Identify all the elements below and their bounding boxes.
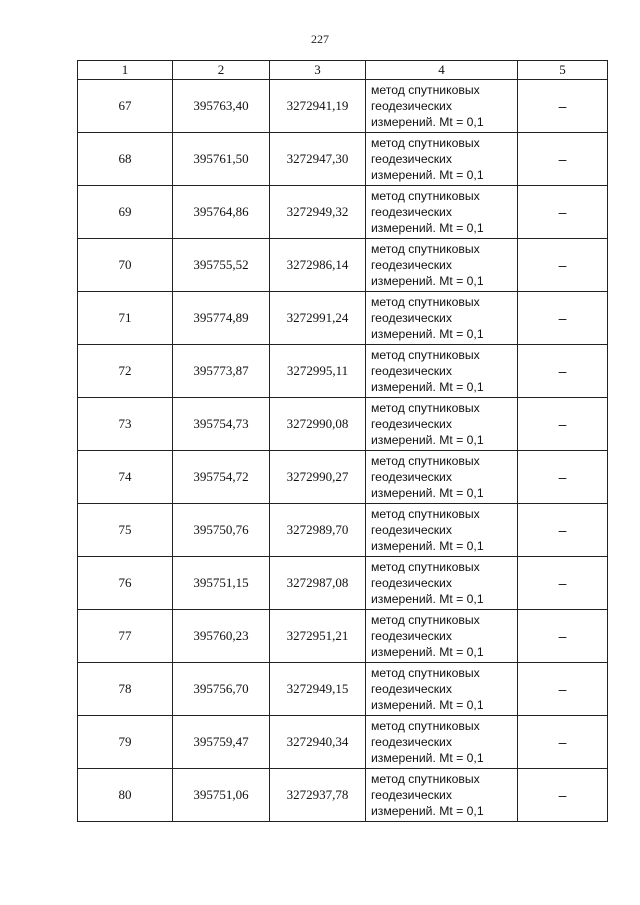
method-text-line: измерений. Mt = 0,1 <box>371 486 484 500</box>
y-coordinate-cell: 3272937,78 <box>270 769 366 822</box>
method-text-line: измерений. Mt = 0,1 <box>371 751 484 765</box>
y-coordinate-cell: 3272941,19 <box>270 80 366 133</box>
method-text-line: измерений. Mt = 0,1 <box>371 380 484 394</box>
x-coordinate-cell: 395756,70 <box>173 663 270 716</box>
table-row <box>78 398 608 451</box>
point-number-cell: 79 <box>78 716 173 769</box>
method-cell <box>366 186 518 239</box>
method-text-line: геодезических <box>371 788 452 802</box>
point-number-cell: 72 <box>78 345 173 398</box>
x-coordinate-cell: 395764,86 <box>173 186 270 239</box>
y-coordinate-cell: 3272990,08 <box>270 398 366 451</box>
point-number-cell: 67 <box>78 80 173 133</box>
method-text-line: метод спутниковых <box>371 242 480 256</box>
method-text-line: метод спутниковых <box>371 83 480 97</box>
coordinates-table <box>77 60 608 822</box>
method-text-line: измерений. Mt = 0,1 <box>371 168 484 182</box>
method-cell <box>366 769 518 822</box>
table-row <box>78 716 608 769</box>
x-coordinate-cell: 395755,52 <box>173 239 270 292</box>
x-coordinate-cell: 395763,40 <box>173 80 270 133</box>
point-number-cell: 75 <box>78 504 173 557</box>
note-cell: – <box>518 610 608 663</box>
y-coordinate-cell: 3272986,14 <box>270 239 366 292</box>
point-number-cell: 78 <box>78 663 173 716</box>
x-coordinate-cell: 395751,15 <box>173 557 270 610</box>
method-cell <box>366 292 518 345</box>
table-row <box>78 557 608 610</box>
method-text-line: геодезических <box>371 205 452 219</box>
method-cell <box>366 610 518 663</box>
column-header: 4 <box>366 61 518 80</box>
x-coordinate-cell: 395759,47 <box>173 716 270 769</box>
method-cell <box>366 239 518 292</box>
note-cell: – <box>518 769 608 822</box>
page-number: 227 <box>311 32 329 46</box>
method-text-line: измерений. Mt = 0,1 <box>371 698 484 712</box>
method-text-line: метод спутниковых <box>371 560 480 574</box>
method-text-line: геодезических <box>371 629 452 643</box>
method-cell <box>366 133 518 186</box>
method-cell <box>366 451 518 504</box>
y-coordinate-cell: 3272951,21 <box>270 610 366 663</box>
method-text-line: метод спутниковых <box>371 454 480 468</box>
table-row <box>78 663 608 716</box>
x-coordinate-cell: 395773,87 <box>173 345 270 398</box>
method-text-line: геодезических <box>371 470 452 484</box>
method-text-line: измерений. Mt = 0,1 <box>371 274 484 288</box>
x-coordinate-cell: 395751,06 <box>173 769 270 822</box>
point-number-cell: 77 <box>78 610 173 663</box>
y-coordinate-cell: 3272949,15 <box>270 663 366 716</box>
note-cell: – <box>518 186 608 239</box>
point-number-cell: 71 <box>78 292 173 345</box>
note-cell: – <box>518 133 608 186</box>
method-text-line: метод спутниковых <box>371 348 480 362</box>
method-text-line: измерений. Mt = 0,1 <box>371 804 484 818</box>
note-cell: – <box>518 292 608 345</box>
method-text-line: метод спутниковых <box>371 613 480 627</box>
method-text-line: метод спутниковых <box>371 295 480 309</box>
y-coordinate-cell: 3272987,08 <box>270 557 366 610</box>
point-number-cell: 76 <box>78 557 173 610</box>
method-text-line: геодезических <box>371 682 452 696</box>
method-cell <box>366 663 518 716</box>
table-row <box>78 292 608 345</box>
method-text-line: метод спутниковых <box>371 772 480 786</box>
note-cell: – <box>518 239 608 292</box>
method-text-line: измерений. Mt = 0,1 <box>371 327 484 341</box>
table-row <box>78 451 608 504</box>
x-coordinate-cell: 395774,89 <box>173 292 270 345</box>
y-coordinate-cell: 3272991,24 <box>270 292 366 345</box>
method-text-line: метод спутниковых <box>371 136 480 150</box>
table-header-row <box>78 61 608 80</box>
method-text-line: измерений. Mt = 0,1 <box>371 433 484 447</box>
y-coordinate-cell: 3272990,27 <box>270 451 366 504</box>
method-cell <box>366 80 518 133</box>
method-text-line: измерений. Mt = 0,1 <box>371 539 484 553</box>
note-cell: – <box>518 716 608 769</box>
point-number-cell: 69 <box>78 186 173 239</box>
method-text-line: метод спутниковых <box>371 666 480 680</box>
method-text-line: геодезических <box>371 99 452 113</box>
table-row <box>78 345 608 398</box>
method-text-line: метод спутниковых <box>371 719 480 733</box>
method-cell <box>366 557 518 610</box>
table-row <box>78 239 608 292</box>
x-coordinate-cell: 395754,73 <box>173 398 270 451</box>
point-number-cell: 73 <box>78 398 173 451</box>
method-text-line: геодезических <box>371 735 452 749</box>
y-coordinate-cell: 3272940,34 <box>270 716 366 769</box>
note-cell: – <box>518 345 608 398</box>
point-number-cell: 68 <box>78 133 173 186</box>
note-cell: – <box>518 451 608 504</box>
method-cell <box>366 504 518 557</box>
point-number-cell: 70 <box>78 239 173 292</box>
x-coordinate-cell: 395750,76 <box>173 504 270 557</box>
method-text-line: геодезических <box>371 576 452 590</box>
column-header: 3 <box>270 61 366 80</box>
method-text-line: геодезических <box>371 258 452 272</box>
x-coordinate-cell: 395754,72 <box>173 451 270 504</box>
method-text-line: измерений. Mt = 0,1 <box>371 221 484 235</box>
table-row <box>78 186 608 239</box>
method-text-line: геодезических <box>371 152 452 166</box>
note-cell: – <box>518 557 608 610</box>
method-text-line: метод спутниковых <box>371 189 480 203</box>
method-text-line: измерений. Mt = 0,1 <box>371 645 484 659</box>
column-header: 2 <box>173 61 270 80</box>
method-text-line: геодезических <box>371 417 452 431</box>
method-cell <box>366 398 518 451</box>
table-row <box>78 769 608 822</box>
method-cell <box>366 716 518 769</box>
y-coordinate-cell: 3272989,70 <box>270 504 366 557</box>
method-text-line: геодезических <box>371 364 452 378</box>
method-text-line: метод спутниковых <box>371 401 480 415</box>
table-body <box>78 80 608 822</box>
y-coordinate-cell: 3272995,11 <box>270 345 366 398</box>
method-text-line: метод спутниковых <box>371 507 480 521</box>
note-cell: – <box>518 504 608 557</box>
note-cell: – <box>518 663 608 716</box>
table-row <box>78 133 608 186</box>
table-row <box>78 610 608 663</box>
point-number-cell: 80 <box>78 769 173 822</box>
point-number-cell: 74 <box>78 451 173 504</box>
column-header: 5 <box>518 61 608 80</box>
method-text-line: геодезических <box>371 311 452 325</box>
y-coordinate-cell: 3272949,32 <box>270 186 366 239</box>
column-header: 1 <box>78 61 173 80</box>
method-text-line: геодезических <box>371 523 452 537</box>
method-text-line: измерений. Mt = 0,1 <box>371 115 484 129</box>
x-coordinate-cell: 395761,50 <box>173 133 270 186</box>
table-row <box>78 504 608 557</box>
table-row <box>78 80 608 133</box>
note-cell: – <box>518 398 608 451</box>
method-cell <box>366 345 518 398</box>
y-coordinate-cell: 3272947,30 <box>270 133 366 186</box>
note-cell: – <box>518 80 608 133</box>
x-coordinate-cell: 395760,23 <box>173 610 270 663</box>
method-text-line: измерений. Mt = 0,1 <box>371 592 484 606</box>
